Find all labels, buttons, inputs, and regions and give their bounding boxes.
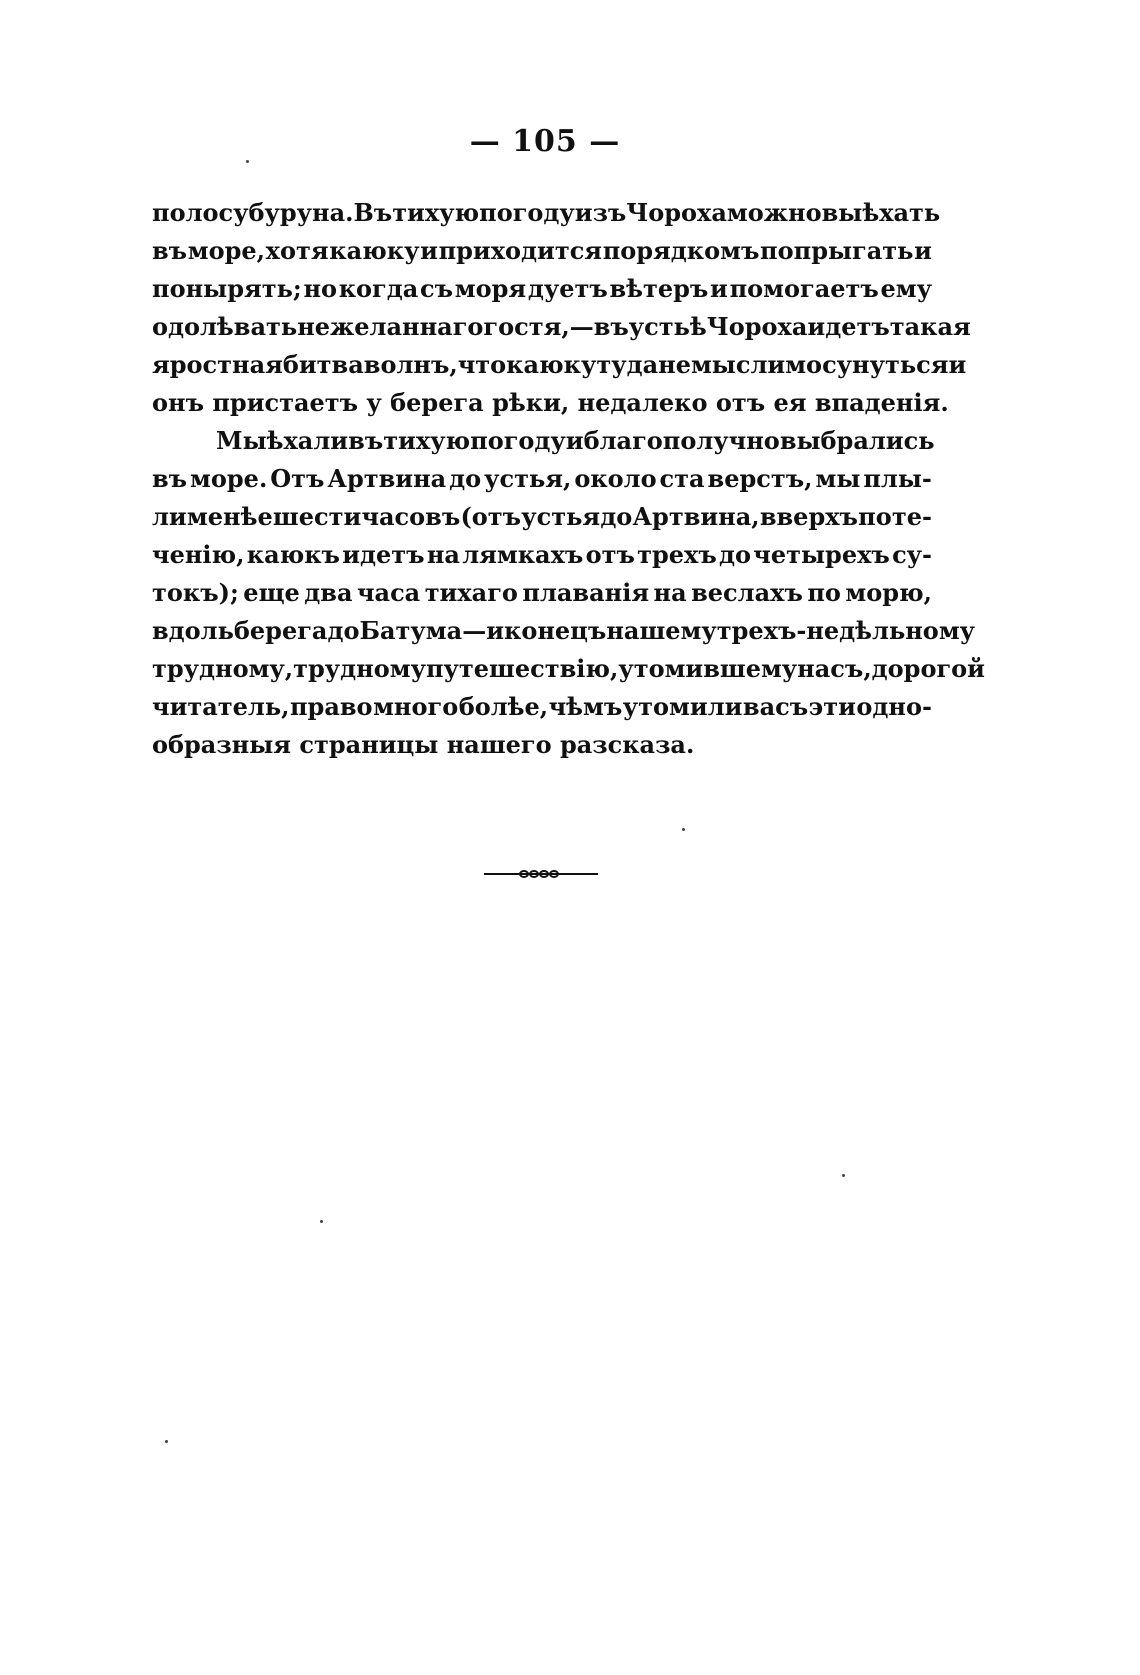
text-line: вдоль берега до Батума—и конецъ нашему трехъ-недѣльному [152,616,976,645]
paragraph-1 [152,194,971,422]
text-line: трудному, трудному путешествію, утомившему насъ, дорогой [152,654,985,683]
page-number: — 105 — [469,124,621,159]
paper-speck [842,1174,845,1177]
paper-speck [165,1440,168,1443]
text-line: образныя страницы нашего разсказа. [152,730,695,759]
paragraph-2 [152,422,985,764]
text-line: ченію, каюкъ идетъ на лямкахъ отъ трехъ до четырехъ су- [152,540,932,569]
text-line: одолѣвать нежеланнаго гостя,—въ устьѣ Чороха идетъ такая [152,312,971,341]
text-line: въ море, хотя каюку и приходится порядкомъ попрыгать и [152,236,932,265]
body-text [152,194,985,764]
text-line: яростная битва волнъ, что каюку туда немыслимо сунуться и [152,350,967,379]
text-line: ли менѣе шести часовъ (отъ устья до Артвина, вверхъ по те- [152,502,932,531]
text-line: полосу буруна. Въ тихую погоду изъ Чороха можно выѣхать [152,198,941,227]
text-line: Мы ѣхали въ тихую погоду и благополучно выбрались [216,426,935,455]
text-line: онъ пристаетъ у берега рѣки, недалеко отъ ея впаденія. [152,388,949,417]
paper-speck [246,160,249,163]
end-ornament-icon [484,868,598,880]
paper-speck [320,1220,323,1223]
text-line: токъ); еще два часа тихаго плаванія на веслахъ по морю, [152,578,932,607]
text-line: читатель, право много болѣе, чѣмъ утомили васъ эти одно- [152,692,932,721]
paper-speck [682,828,685,831]
text-line: въ море. Отъ Артвина до устья, около ста верстъ, мы плы- [152,464,932,493]
text-line: понырять; но когда съ моря дуетъ вѣтеръ и помогаетъ ему [152,274,932,303]
